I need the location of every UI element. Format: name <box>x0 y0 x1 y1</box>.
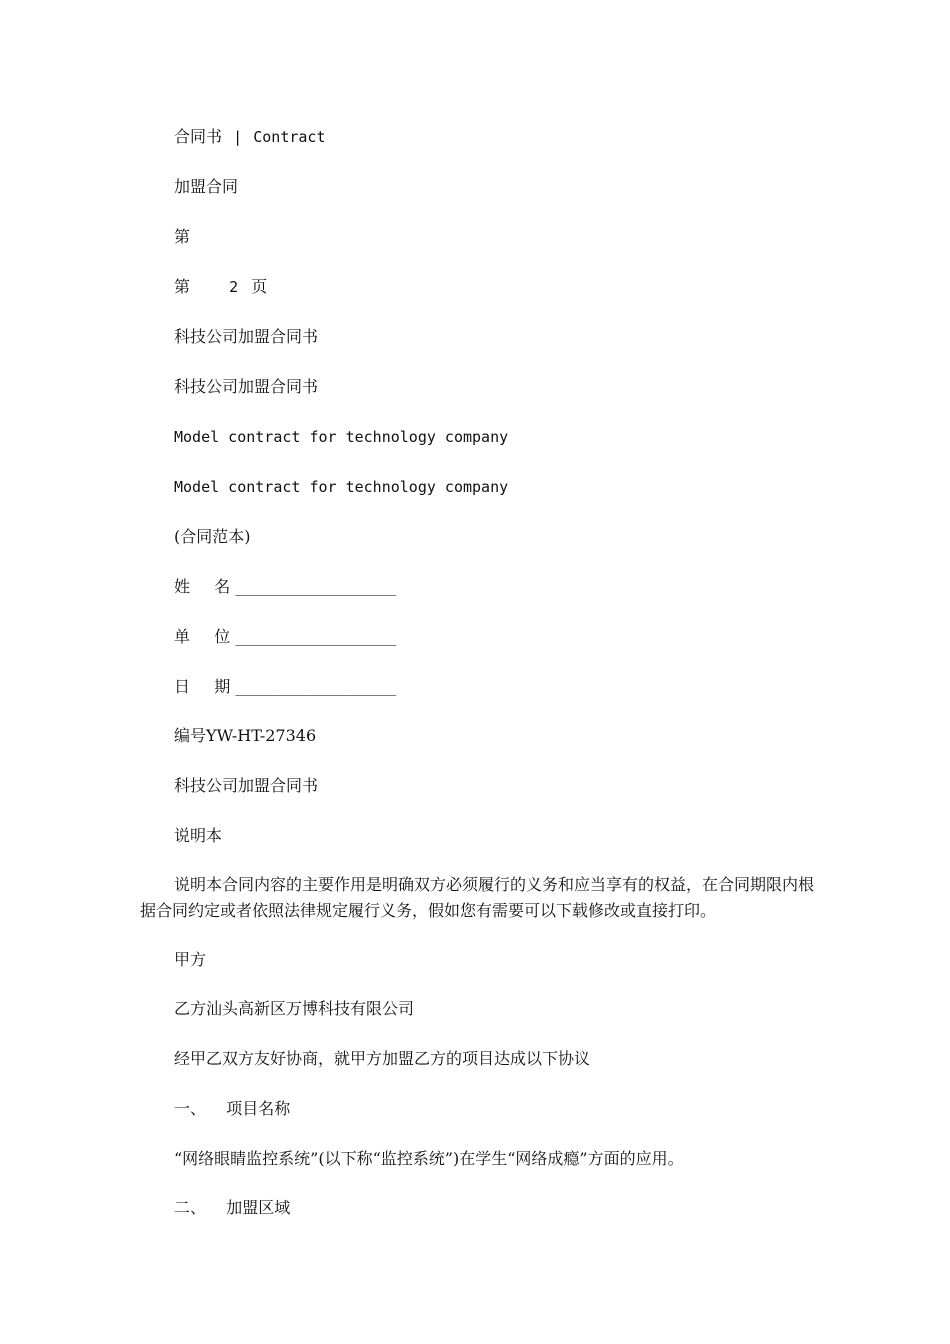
page-label-prefix: 第 <box>174 277 191 296</box>
date-label-a: 日 <box>174 677 191 696</box>
header-title-en: Contract <box>253 128 326 146</box>
cover-title-cn-1: 科技公司加盟合同书 <box>174 327 319 346</box>
name-label-b: 名 <box>214 577 231 596</box>
serial-number: 编号YW-HT-27346 <box>174 726 317 745</box>
cover-title-en-1: Model contract for technology company <box>174 428 509 446</box>
header-title-cn: 合同书 <box>174 127 223 146</box>
page-label-1: 第 <box>174 227 191 246</box>
date-blank-line[interactable]: ____________________ <box>235 680 396 696</box>
section-1-text: “网络眼睛监控系统”(以下称“监控系统”)在学生“网络成瘾”方面的应用。 <box>174 1149 684 1168</box>
section-2-heading <box>174 1197 290 1219</box>
unit-field-row <box>174 626 396 649</box>
unit-blank-line[interactable]: ____________________ <box>235 630 396 646</box>
section-2-title: 加盟区域 <box>226 1198 291 1217</box>
name-field-row <box>174 576 396 599</box>
party-b: 乙方汕头高新区万博科技有限公司 <box>174 999 415 1018</box>
intro-paragraph: 说明本合同内容的主要作用是明确双方必须履行的义务和应当享有的权益，在合同期限内根据合同约定或者依照法律规定履行义务，假如您有需要可以下载修改或直接打印。 <box>140 875 815 920</box>
header-separator: | <box>233 128 243 146</box>
agreement-line: 经甲乙双方友好协商，就甲方加盟乙方的项目达成以下协议 <box>174 1049 591 1068</box>
unit-label-a: 单 <box>174 627 191 646</box>
date-label-b: 期 <box>214 677 231 696</box>
cover-title-cn-2: 科技公司加盟合同书 <box>174 377 319 396</box>
page-number: 2 <box>229 278 239 296</box>
section-1-heading <box>174 1098 290 1120</box>
header-line <box>174 126 325 148</box>
section-1-number: 一、 <box>174 1099 207 1118</box>
party-a: 甲方 <box>174 950 207 969</box>
date-field-row <box>174 676 396 699</box>
intro-heading: 说明本 <box>174 826 223 845</box>
page-label-suffix: 页 <box>251 277 268 296</box>
unit-label-b: 位 <box>214 627 231 646</box>
name-blank-line[interactable]: ____________________ <box>235 580 396 596</box>
page-number-line <box>174 276 267 298</box>
body-title: 科技公司加盟合同书 <box>174 776 319 795</box>
cover-title-en-2: Model contract for technology company <box>174 478 509 496</box>
section-2-number: 二、 <box>174 1198 207 1217</box>
name-label-a: 姓 <box>174 577 191 596</box>
cover-subtitle: 加盟合同 <box>174 177 239 196</box>
section-1-title: 项目名称 <box>226 1099 291 1118</box>
template-note: (合同范本) <box>174 527 251 546</box>
